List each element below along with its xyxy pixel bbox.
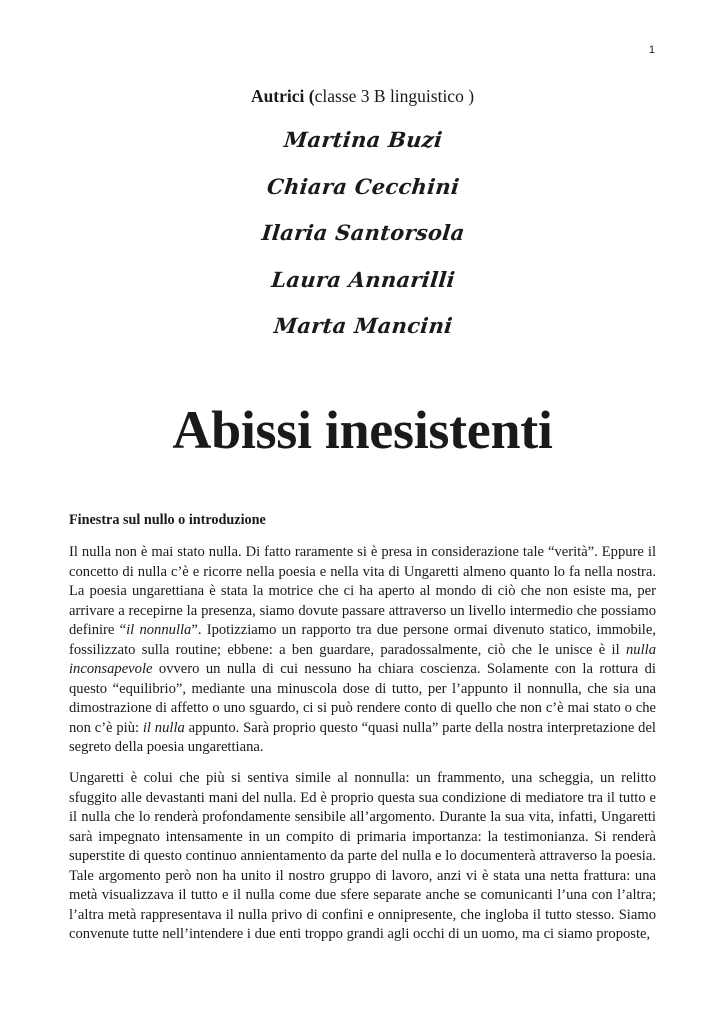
italic-phrase: nulla inconsapevole xyxy=(69,641,656,677)
paragraph-text: ”. Ipotizziamo un rapporto tra due persone ormai divenuto statico, immobile, fossilizzato sulla routine; ebbene: a ben guardare, paradossalmente, ciò che le unisce è il xyxy=(69,622,656,658)
author-name: Chiara Cecchini xyxy=(265,173,461,199)
paragraph-text: appunto. Sarà proprio questo “quasi nulla” parte della nostra interpretazione del segreto della poesia ungarettiana. xyxy=(69,719,656,755)
author-list xyxy=(0,124,725,357)
authors-header xyxy=(0,86,725,107)
author-name: Marta Mancini xyxy=(272,313,454,338)
document-title: Abissi inesistenti xyxy=(172,400,553,460)
author-name: Martina Buzi xyxy=(282,127,444,152)
author-name: Laura Annarilli xyxy=(270,266,457,292)
body-paragraph xyxy=(69,769,656,945)
author-name: Ilaria Santorsola xyxy=(260,220,466,245)
italic-phrase: il nulla xyxy=(142,719,185,736)
body-paragraph xyxy=(69,543,656,758)
authors-label: Autrici ( xyxy=(250,86,315,106)
section-heading: Finestra sul nullo o introduzione xyxy=(69,512,266,528)
authors-class: classe 3 B linguistico ) xyxy=(314,86,475,106)
italic-phrase: il nonnulla xyxy=(126,622,192,638)
paragraph-text: Ungaretti è colui che più si sentiva simile al nonnulla: un frammento, una scheggia, un relitto sfuggito alle devastanti mani del nulla. Ed è proprio questa sua condizione di mediatore tra il tutto e il nulla che lo renderà profondamente sensibile all’argomento. Durante la sua vita, infatti, Ungaretti sarà impegnato intensamente in un compito di primaria importanza: la testimonianza. Si renderà superstite di questo continuo annientamento da parte del nulla e lo documenterà attraverso la poesia. Tale argomento però non ha unito il nostro gruppo di lavoro, anzi vi è stata una netta frattura: una metà visualizzava il tutto e il nulla come due sfere separate anche se comunicanti l’una con l’altra; l’altra metà rappresentava il nulla privo di confini e onnipresente, che ingloba il tutto stesso. Siamo convenute tutte nell’intendere i due enti troppo grandi agli occhi di un uomo, ma ci siamo proposte, xyxy=(69,770,656,942)
paragraph-text: ovvero un nulla di cui nessuno ha chiara coscienza. Solamente con la rottura di questo “equilibrio”, mediante una minuscola dose di tutto, per l’appunto il nonnulla, che sia una dimostrazione di affetto o uno sguardo, ci si può rendere conto di quello che non c’è mai stato o che non c’è più: xyxy=(69,661,656,736)
page-number: 1 xyxy=(648,44,655,56)
paragraph-text: Il nulla non è mai stato nulla. Di fatto raramente si è presa in considerazione tale “verità”. Eppure il concetto di nulla c’è e ricorre nella poesia e nella vita di Ungaretti almeno quanto lo fa nella nostra. La poesia ungarettiana è stata la motrice che ci ha aperto al mondo di ciò che non esiste ma, per arrivare a recepirne la presenza, siamo dovute passare attraverso un livello intermedio che possiamo definire “ xyxy=(69,544,656,638)
